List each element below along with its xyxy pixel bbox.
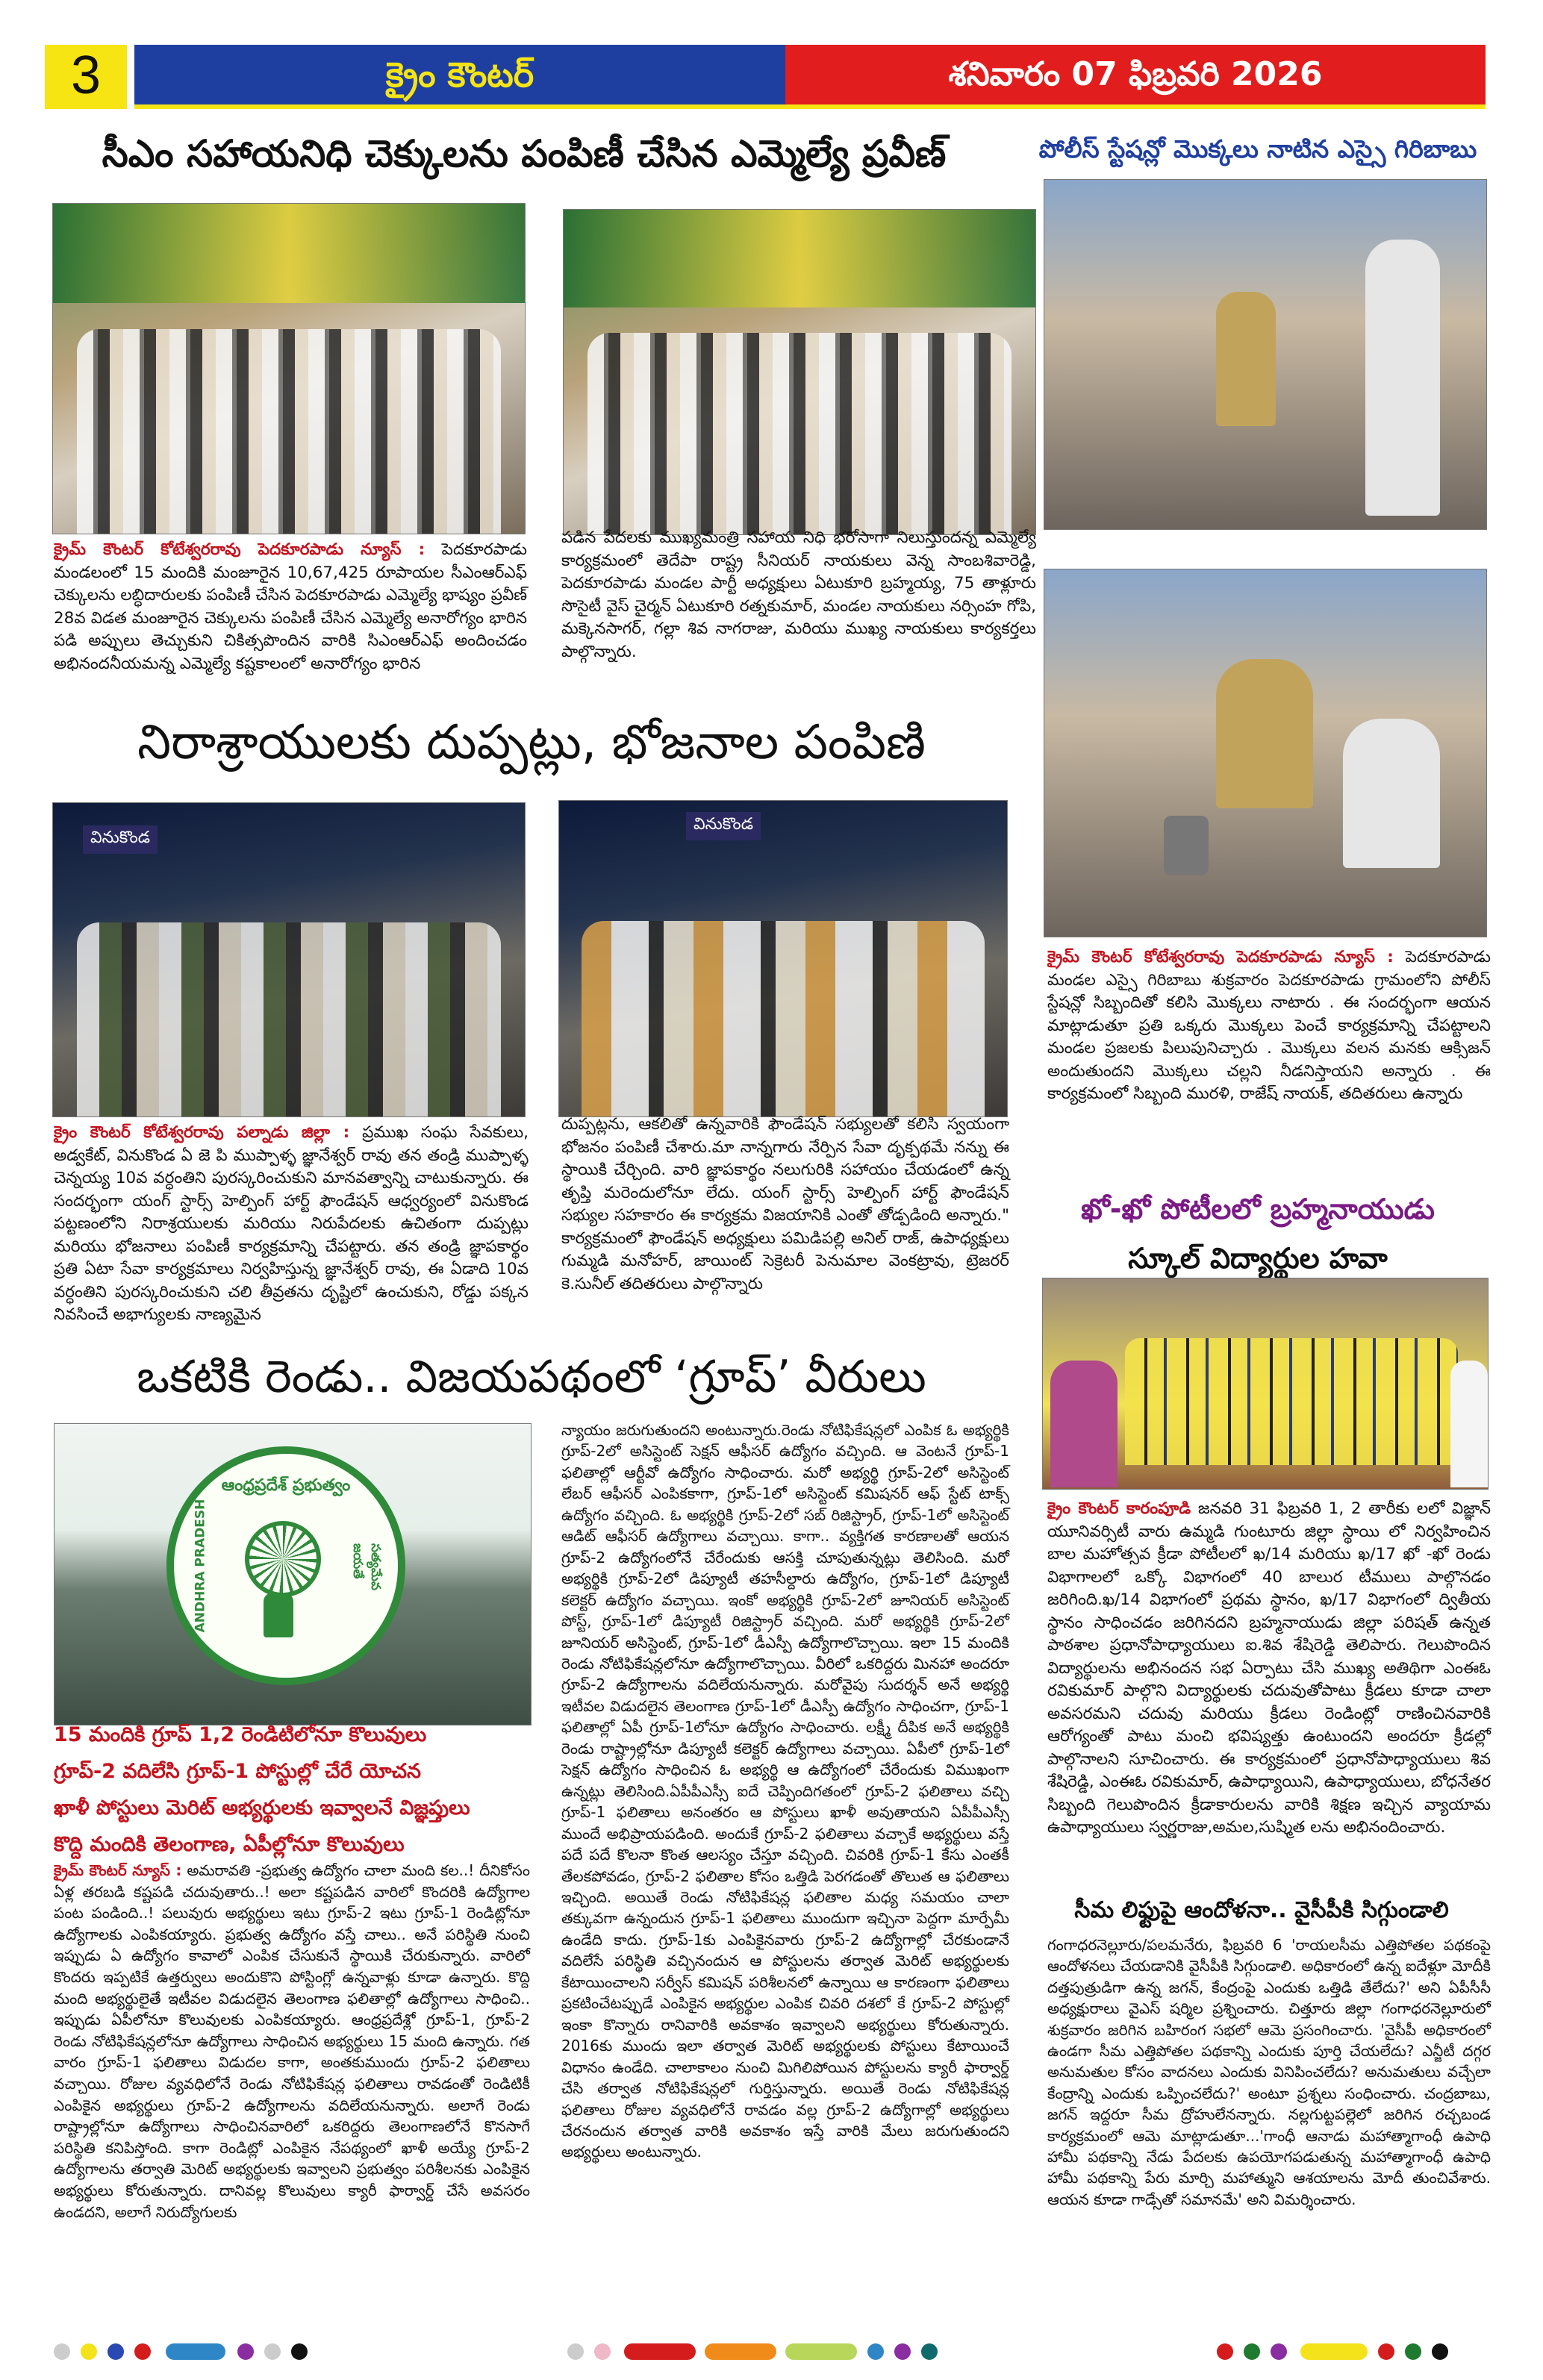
right-article2-headline-1: ఖో-ఖో పోటీలలో బ్రహ్మనాయుడు (1081, 1193, 1435, 1225)
article2-photo-1 (52, 802, 526, 1117)
footer-dot (921, 2343, 938, 2360)
article1-headline: సీఎం సహాయనిధి చెక్కులను పంపిణీ చేసిన ఎమ్మెల్యే ప్రవీణ్ (102, 132, 947, 175)
article2-photo-1-sign: వినుకొండ (83, 825, 158, 854)
footer-dot (894, 2343, 911, 2360)
article1-photo-2 (563, 209, 1036, 535)
footer-dot (1271, 2343, 1287, 2360)
subhead-2: గ్రూప్-2 వదిలేసి గ్రూప్-1 పోస్టుల్లో చేరే యోచన (54, 1760, 421, 1783)
footer-dot (1244, 2343, 1260, 2360)
footer-dot (594, 2343, 611, 2360)
right-article3-body: గంగాధరనెల్లూరు/పలమనేరు, ఫిబ్రవరి 6 'రాయలసీమ ఎత్తిపోతల పథకంపై ఆందోళనలు చేయడానికి వైసీపీకి సిగ్గుండాలి. అధికారంలో ఉన్న ఐదేళ్లూ మోదీకి దత్తపుత్రుడిగా ఉన్న జగన్, కేంద్రంపై ఎందుకు ఒత్తిడి తేలేదు?' అని ఏపీసీసీ అధ్యక్షురాలు వైఎస్ షర్మిల ప్రశ్నించారు. చిత్తూరు జిల్లా గంగాధరనెల్లూరులో శుక్రవారం జరిగిన బహిరంగ సభలో ఆమె ప్రసంగించారు. 'వైసీపీ అధికారంలో ఉండగా సీమ ఎత్తిపోతల పథకాన్ని ఎందుకు పూర్తి చేయలేదు? ఎన్జీటీ దగ్గర అనుమతుల కోసం వాదనలు ఎందుకు వినిపించలేదు? అనుమతులు వచ్చేలా కేంద్రాన్ని ఎందుకు ఒప్పించలేదు?' అంటూ ప్రశ్నలు సంధించారు. చంద్రబాబు, జగన్ ఇద్దరూ సీమ ద్రోహులేనన్నారు. నల్లగుట్టపల్లెలో జరిగిన రచ్చబండ కార్యక్రమంలో ఆమె మాట్లాడుతూ...'గాంధీ ఆనాడు మహాత్మాగాంధీ ఉపాధి హామీ పథకాన్ని నేడు పేదలకు ఉపయోగపడుతున్న మహాత్మాగాంధీ ఉపాధి హామీ పథకాన్ని పేరు మార్చి మహాత్ముని ఆశయాలను మోదీ తుంచివేశారు. ఆయన కూడా గాడ్సేతో సమానమే' అని విమర్శించారు. (1047, 1936, 1491, 2208)
header-yellow-rule (134, 104, 1486, 109)
page-number: 3 (70, 46, 102, 105)
right-article1-body: క్రైమ్ కౌంటర్ కోటేశ్వరరావు పెదకూరపాడు న్యూస్ : పెదకూరపాడు మండల ఎస్సై గిరిబాబు శుక్రవారం పెదకూరపాడు గ్రామంలోని పోలీస్ స్టేషన్లో సిబ్బందితో కలిసి మొక్కలు నాటారు . ఈ సందర్భంగా ఆయన మాట్లాడుతూ ప్రతి ఒక్కరు మొక్కలు పెంచే కార్యక్రమాన్ని చేపట్టాలని మండల ప్రజలకు పిలుపునిచ్చారు . మొక్కలు వలన మనకు ఆక్సిజన్ అందుతుందని మొక్కలు చల్లని నీడనిస్తాయని అన్నారు . ఈ కార్యక్రమంలో సిబ్బంది మురళి, రాజేష్ నాయక్, తదితరులు ఉన్నారు (1047, 948, 1491, 1103)
footer-dot (291, 2343, 308, 2360)
article2-column-1: క్రైం కౌంటర్ కోటేశ్వరరావు పల్నాడు జిల్లా : ప్రముఖ సంఘ సేవకులు, అడ్వకేట్, వినుకొండ ఏ జె పి ముప్పాళ్ళ జ్ఞానేశ్వర్ రావు తన తండ్రి ముప్పాళ్ళ చెన్నయ్య 10వ వర్ధంతిని పురస్కరించుకుని మానవత్వాన్ని చాటుకున్నారు. ఈ సందర్భంగా యంగ్ స్టార్స్ హెల్పింగ్ హార్ట్ ఫౌండేషన్ ఆధ్వర్యంలో వినుకొండ పట్టణంలోని నిరాశ్రయులకు మరియు నిరుపేదలకు ఉచితంగా దుప్పట్లు మరియు భోజనాలు పంపిణీ కార్యక్రమాన్ని చేపట్టారు. తన తండ్రి జ్ఞాపకార్థం ప్రతి ఏటా సేవా కార్యక్రమాలు నిర్వహిస్తున్న జ్ఞానేశ్వర్ రావు, ఈ ఏడాది 10వ వర్ధంతిని పురస్కరించుకుని చలి తీవ్రతను దృష్టిలో ఉంచుకుని, రోడ్డు పక్కన నివసించే అభాగ్యులకు నాణ్యమైన (54, 1123, 529, 1324)
footer-dot (1217, 2343, 1233, 2360)
article2-headline: నిరాశ్రాయులకు దుప్పట్లు, భోజనాల పంపిణి (137, 715, 926, 770)
right-article3-headline: సీమ లిఫ్టుపై ఆందోళనా.. వైసీపీకి సిగ్గుండాలి (1074, 1897, 1449, 1923)
right-article2-body: క్రైం కౌంటర్ కారంపూడి జనవరి 31 ఫిబ్రవరి 1, 2 తారీకు లలో విజ్ఞాన్ యూనివర్సిటీ వారు ఉమ్మడి గుంటూరు జిల్లా స్థాయి లో నిర్వహించిన బాల మహోత్సవ క్రీడా పోటీలలో ఖ/14 మరియు ఖ/17 ఖో -ఖో రెండు విభాగాలలో ఒక్కో విభాగంలో 40 బాలుర టీములు పాల్గొనడం జరిగింది.ఖ/14 విభాగంలో ప్రథమ స్థానం, ఖ/17 విభాగంలో ద్వితీయ స్థానం సాధించడం జరిగినదని బ్రహ్మనాయుడు జిల్లా పరిషత్ ఉన్నత పాఠశాల ప్రధానోపాధ్యాయులు ఐ.శివ శేషిరెడ్డి తెలిపారు. గెలుపొందిన విద్యార్థులను అభినందన సభ ఏర్పాటు చేసి ముఖ్య అతిథిగా ఎంఈఓ రవికుమార్ పాల్గొని విద్యార్థులకు చదువుతోపాటు క్రీడలు కూడా చాలా అవసరమని చదువు మరియు క్రీడలు రెండింట్లో రాణించినవారికి ఆరోగ్యంతో పాటు మంచి భవిష్యత్తు ఉంటుందని అందరూ క్రీడల్లో పాల్గొనాలని సూచించారు. ఈ కార్యక్రమంలో ప్రధానోపాధ్యాయులు శివ శేషిరెడ్డి, ఎంఈఓ రవికుమార్, ఉపాధ్యాయిని, ఉపాధ్యాయులు, బోధనేతర సిబ్బంది గెలుపొందిన క్రీడాకారులను వారికి శిక్షణ ఇచ్చిన వ్యాయామ ఉపాధ్యాయులు స్వర్ణరాజు,అమల,సుష్మిత లను అభినందించారు. (1047, 1499, 1491, 1837)
footer-bar (624, 2343, 696, 2360)
footer-dot (567, 2343, 584, 2360)
subhead-3: ఖాళీ పోస్టులు మెరిట్ అభ్యర్థులకు ఇవ్వాలనే విజ్ఞప్తులు (54, 1796, 470, 1820)
article3-photo-emblem (54, 1423, 532, 1725)
emblem-lion-icon (264, 1593, 293, 1637)
article2-column-2: దుప్పట్లను, ఆకలితో ఉన్నవారికి ఫౌండేషన్ సభ్యులతో కలిసి స్వయంగా భోజనం పంపిణీ చేశారు.మా నాన్నగారు నేర్పిన సేవా దృక్పథమే నన్ను ఈ స్థాయికి చేర్చింది. వారి జ్ఞాపకార్థం నలుగురికి సహాయం చేయడంలో ఉన్న తృప్తి మరెందులోనూ లేదు. యంగ్ స్టార్స్ హెల్పింగ్ హార్ట్ ఫౌండేషన్ సభ్యుల సహకారం ఈ కార్యక్రమ విజయానికి ఎంతో తోడ్పడింది అన్నారు." కార్యక్రమంలో ఫౌండేషన్ అధ్యక్షులు పమిడిపల్లి అనిల్ రాజ్, ఉపాధ్యక్షులు గుమ్మడి మనోహర్, జాయింట్ సెక్రెటరీ పెనుమాల వెంకట్రావు, ట్రెజరర్ కె.సునీల్ తదితరులు పాల్గొన్నారు (561, 1115, 1009, 1293)
footer-dot (867, 2343, 884, 2360)
ap-emblem (166, 1446, 405, 1685)
subhead-1: 15 మందికి గ్రూప్ 1,2 రెండిటిలోనూ కొలువులు (54, 1723, 427, 1746)
right-article1-photo-2 (1044, 569, 1487, 937)
right-article1-photo-1 (1044, 179, 1487, 530)
footer-bar (705, 2343, 776, 2360)
article2-photo-2-sign: వినుకొండ (686, 812, 761, 840)
footer-dot (81, 2343, 97, 2360)
footer-dot (1432, 2343, 1448, 2360)
right-article2-photo (1042, 1278, 1489, 1490)
article3-column-2: న్యాయం జరుగుతుందని అంటున్నారు.రెండు నోటిఫికేషన్లలో ఎంపిక ఓ అభ్యర్థికి గ్రూప్-2లో అసిస్టెంట్ సెక్షన్ ఆఫీసర్ ఉద్యోగం వచ్చింది. ఆ వెంటనే గ్రూప్-1 ఫలితాల్లో ఆర్టీవో ఉద్యోగం సాధించారు. మరో అభ్యర్థి గ్రూప్-2లో అసిస్టెంట్ లేబర్ ఆఫీసర్ ఎంపికకాగా, గ్రూప్-1లో అసిస్టెంట్ కమిషనర్ ఆఫ్ స్టేట్ టాక్స్ ఉద్యోగం వచ్చింది. ఓ అభ్యర్థికి గ్రూప్-2లో సబ్ రిజిస్ట్రార్, గ్రూప్-1లో అసిస్టెంట్ ఆడిట్ ఆఫీసర్ ఉద్యోగాలు వచ్చాయి. కాగా.. వ్యక్తిగత కారణాలతో ఆయన గ్రూప్-2 ఉద్యోగంలోనే చేరేందుకు ఆసక్తి చూపుతున్నట్లు తెలిసింది. మరో అభ్యర్థికి గ్రూప్-2లో డిప్యూటీ తహసీల్దారు ఉద్యోగం, గ్రూప్-1లో డిప్యూటీ కలెక్టర్ ఉద్యోగం వచ్చాయి. ఇంకో అభ్యర్థికి గ్రూప్-2లో జూనియర్ అసిస్టెంట్ పోస్ట్, గ్రూప్-1లో డిప్యూటీ రిజిస్ట్రార్ వచ్చింది. మరో అభ్యర్థికి గ్రూప్-2లో జూనియర్ అసిస్టెంట్, గ్రూప్-1లో డీఎస్పీ ఉద్యోగాలొచ్చాయి. ఇలా 15 మందికి రెండు నోటిఫికేషన్లలోనూ ఉద్యోగాలొచ్చాయి. వీరిలో ఒకరిద్దరు మినహా అందరూ గ్రూప్-2 ఉద్యోగాలను వదిలేయనున్నారు. మరోవైపు సుదర్శన్ అనే అభ్యర్థి ఇటీవల విడుదలైన తెలంగాణ గ్రూప్-1లో డీఎస్పీ ఉద్యోగం సాధించగా, గ్రూప్-1 ఫలితాల్లో ఏపీ గ్రూప్-1లోనూ ఉద్యోగం సాధించారు. లక్ష్మీ దీపిక అనే అభ్యర్థికి రెండు రాష్ట్రాల్లోనూ డిప్యూటీ కలెక్టర్ ఉద్యోగాలు వచ్చాయి. ఏపీలో గ్రూప్-1లో సెక్షన్ ఉద్యోగం సాధించిన ఓ అభ్యర్థి ఆ ఉద్యోగంలో చేరేందుకు విముఖంగా ఉన్నట్లు తెలిసింది.ఏపీపీఎస్సీ ఐదే చెప్పిందిగతంలో గ్రూప్-2 ఫలితాలు వచ్చి గ్రూప్-1 ఫలితాలు అనంతరం ఆ పోస్టులు ఖాళీ అవుతాయని ఏపీపీఎస్సీ ముందే అభిప్రాయపడింది. అందుకే గ్రూప్-2 ఫలితాలు వచ్చాకే అభ్యర్థులు వస్తే పదే పదే కొలనా కొంత ఆలస్యం చేస్తూ వచ్చింది. చివరికి గ్రూప్-1 కేసు ఎంతకీ తేలకపోవడం, గ్రూప్-2 ఫలితాల కోసం ఒత్తిడి పెరగడంతో తొలుత ఆ ఫలితాలు ఇచ్చింది. అయితే రెండు నోటిఫికేషన్ల ఫలితాల మధ్య సమయం చాలా తక్కువగా ఉన్నందున గ్రూప్-1 ఫలితాలు ముందుగా ఇచ్చినా పెద్దగా మార్పేమీ ఉండేది కాదు. గ్రూప్-1కు ఎంపికైనవారు గ్రూప్-2 ఉద్యోగాల్లో చేరకుండానే వదిలేసే పరిస్థితి వచ్చినందున ఆ పోస్టులను తర్వాత మెరిట్ అభ్యర్థులకు కేటాయించాలని సర్వీస్ కమిషన్ పరిశీలనలో ఉన్నాయి ఆ కారణంగా ఫలితాలు ప్రకటించేటప్పుడే ఎంపికైన అభ్యర్థుల ఎంపిక చివరి దశలో కే గ్రూప్-2 పోస్టుల్లో ఇంకా కొన్నారు రానివారికి అవకాశం ఇవ్వాలని అభ్యర్థులు కోరుతున్నారు. 2016కు ముందు ఇలా తర్వాత మెరిట్ అభ్యర్థులకు పోస్టులు కేటాయించే విధానం ఉండేది. చాలాకాలం నుంచి మిగిలిపోయిన పోస్టులను క్యారీ ఫార్వార్డ్ చేసి తర్వాత నోటిఫికేషన్లలో గుర్తిస్తున్నారు. అయితే రెండు నోటిఫికేషన్ల ఫలితాలు రోజుల వ్యవధిలోనే రావడం వల్ల గ్రూప్-2 ఉద్యోగాల్లో అభ్యర్థులు చేరనందున తర్వాత వారికి అవకాశం ఇస్తే వారికి మేలు జరుగుతుందని అభ్యర్థులు అంటున్నారు. (561, 1421, 1009, 2161)
emblem-right-text: సత్యమేవ జయతే (350, 1543, 383, 1590)
emblem-wheel-icon (245, 1521, 321, 1597)
article1-column-1: క్రైమ్ కౌంటర్ కోటేశ్వరరావు పెదకూరపాడు న్యూస్ : పెదకూరపాడు మండలంలో 15 మందికి మంజూరైన 10,67,425 రూపాయల సీఎంఆర్ఎఫ్ చెక్కులను లబ్ధిదారులకు పంపిణీ చేసిన పెదకూరపాడు ఎమ్మెల్యే భాష్యం ప్రవీణ్ 28వ విడత మంజూరైన చెక్కులను పంపిణీ చేసిన ఎమ్మెల్యే అనారోగ్యం భారిన పడి అప్పులు తెచ్చుకుని చికిత్సపొందిన వారికి సిఎంఆర్ఎఫ్ అందించడం అభినందనీయమన్న ఎమ్మెల్యే కష్టకాలంలో అనారోగ్యం భారిన (54, 540, 527, 673)
article1-column-2: పడిన పేదలకు ముఖ్యమంత్రి సహాయ నిధి భరోసాగా నిలుస్తుందన్న ఎమ్మెల్యే కార్యక్రమంలో తెదేపా రాష్ట్ర సీనియర్ నాయకులు వెన్న సాంబశివారెడ్డి, పెదకూరపాడు మండల పార్టీ అధ్యక్షులు ఏటుకూరి బ్రహ్మయ్య, 75 తాళ్లూరు సొసైటీ వైస్ చైర్మన్ ఏటుకూరి రత్నకుమార్, మండల నాయకులు నర్సింహ గోపి, మక్కెనసాగర్, గల్లా శివ నాగరాజు, మరియు ముఖ్య నాయకులు కార్యకర్తలు పాల్గొన్నారు. (561, 528, 1036, 661)
right-article1-headline: పోలీస్ స్టేషన్లో మొక్కలు నాటిన ఎస్సై గిరిబాబు (1038, 134, 1477, 163)
footer-dot (107, 2343, 124, 2360)
footer-bar (1300, 2343, 1368, 2360)
article1-photo-1 (52, 203, 526, 534)
footer-dot (1405, 2343, 1421, 2360)
article3-column-1: క్రైమ్ కౌంటర్ న్యూస్ : అమరావతి -ప్రభుత్వ ఉద్యోగం చాలా మంది కల..! దీనికోసం ఏళ్ల తరబడి కష్టపడి చదువుతారు..! అలా కష్టపడిన వారిలో కొందరికి ఉద్యోగాల పంట పండింది..! పలువురు అభ్యర్థులు ఇటు గ్రూప్-2 ఇటు గ్రూప్-1 రెండిట్లోనూ ఉద్యోగాలకు ఎంపికయ్యారు. ప్రభుత్వ ఉద్యోగం వస్తే చాలు.. అనే పరిస్థితి నుంచి ఇప్పుడు ఏ ఉద్యోగం కావాలో ఎంపిక చేసుకునే స్థాయికి చేరుకున్నారు. వారిలో కొందరు ఇప్పటికే ఉత్తర్వులు అందుకొని పోస్టింగ్లో ఉన్నవాళ్లు కూడా ఉన్నారు. కొద్ది మంది అభ్యర్థులైతే ఇటీవల విడుదలైన తెలంగాణ ఫలితాల్లో ఉద్యోగాలు సాధించి.. ఇప్పుడు ఏపీలోనూ కొలువులకు ఎంపికయ్యారు. ఆంధ్రప్రదేశ్లో గ్రూప్-1, గ్రూప్-2 రెండు నోటిఫికేషన్లలోనూ ఉద్యోగాలు సాధించిన అభ్యర్థులు 15 మంది ఉన్నారు. గత వారం గ్రూప్-1 ఫలితాలు విడుదల కాగా, అంతకుముందు గ్రూప్-2 ఫలితాలు వచ్చాయి. రోజుల వ్యవధిలోనే రెండు నోటిఫికేషన్ల ఫలితాలు రావడంతో రెండిటికీ ఎంపికైన అభ్యర్థులు గ్రూప్-2 ఉద్యోగాలను వదిలేయనున్నారు. అలాగే రెండు రాష్ట్రాల్లోనూ ఉద్యోగాలు సాధించినవారిలో ఒకరిద్దరు తెలంగాణలోనే కొనసాగే పరిస్థితి కనిపిస్తోంది. కాగా రెండిట్లో ఎంపికైన నేపథ్యంలో ఖాళీ అయ్యే గ్రూప్-2 ఉద్యోగాలను తర్వాతి మెరిట్ అభ్యర్థులకు ఇవ్వాలని ప్రభుత్వం పరిశీలనకు ఎంపికైన అభ్యర్థులు కోరుతున్నారు. దానివల్ల కొలువులు క్యారీ ఫార్వార్డ్ చేసే అవసరం ఉండదని, అలాగే నిరుద్యోగులకు (54, 1861, 530, 2221)
footer-dot (237, 2343, 254, 2360)
footer-bar (785, 2343, 857, 2360)
footer-dot (264, 2343, 281, 2360)
footer-dot (54, 2343, 70, 2360)
article3-subheads (54, 1717, 532, 1860)
article2-photo-2 (558, 800, 1008, 1117)
emblem-top-text: ఆంధ్రప్రదేశ్ ప్రభుత్వం (221, 1476, 351, 1495)
paper-name: క్రైం కౌంటర్ (385, 54, 534, 95)
right-article2-headline-2: స్కూల్ విద్యార్థుల హవా (1128, 1242, 1388, 1275)
issue-date: శనివారం 07 ఫిబ్రవరి 2026 (948, 55, 1323, 93)
article3-headline: ఒకటికి రెండు.. విజయపథంలో ‘గ్రూప్’ వీరులు (137, 1351, 926, 1403)
footer-bar (166, 2343, 225, 2360)
subhead-4: కొద్ది మందికి తెలంగాణ, ఏపీల్లోనూ కొలువులు (54, 1833, 405, 1856)
emblem-left-text: ANDHRA PRADESH (193, 1499, 208, 1633)
footer-dot (134, 2343, 151, 2360)
footer-dot (1378, 2343, 1394, 2360)
